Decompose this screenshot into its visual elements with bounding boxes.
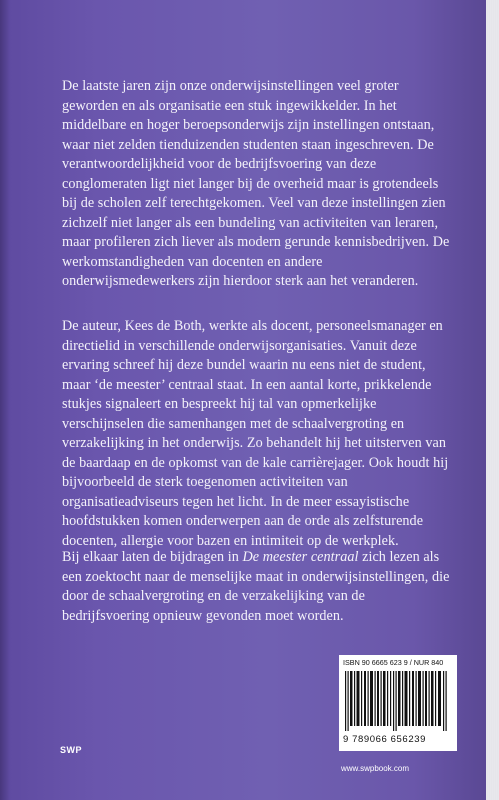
isbn-text: ISBN 90 6665 623 9 / NUR 840 <box>343 658 444 667</box>
blurb-paragraph-2: De auteur, Kees de Both, werkte als docent, personeelsmanager en directielid in verschillende onderwijsorganisaties. Vanuit deze ervaring schreef hij deze bundel waarin nu eens niet de student, maar ‘de meester’ centraal staat. In een aantal korte, prikkelende stukjes signaleert en bespreekt hij tal van opmerkelijke verschijnselen die samenhangen met de schaalvergroting en verzakelijking in het onderwijs. Zo behandelt hij het uitsterven van de baardaap en de opkomst van de kale carrièrejager. Ook houdt hij bijvoorbeeld de sterk toegenomen activiteiten van organisatieadviseurs tegen het licht. In de meer essayistische hoofdstukken komen onderwerpen aan de orde als zelfsturende docenten, allergie voor bazen en intimiteit op de werkplek. <box>62 318 449 549</box>
book-title-italic: De meester centraal <box>242 549 359 565</box>
blurb-paragraph-3-start: Bij elkaar laten de bijdragen in <box>62 549 243 565</box>
page-block-edge <box>486 0 499 800</box>
spine-shadow <box>0 0 10 800</box>
barcode-sticker <box>339 655 457 751</box>
barcode-number: 9 789066 656239 <box>343 734 426 745</box>
publisher-logo: SWP <box>60 745 83 755</box>
barcode-icon <box>345 671 449 731</box>
publisher-website: www.swpbook.com <box>341 764 410 773</box>
blurb-paragraph-3-end: zich lezen als een zoektocht naar de menselijke maat in onderwijsinstellingen, die door de schaalvergroting en de verzakelijking van de bedrijfsvoering opnieuw gevonden moet worden. <box>62 549 450 624</box>
blurb-paragraph-1: De laatste jaren zijn onze onderwijsinstellingen veel groter geworden en als organisatie een stuk ingewikkelder. In het middelbare en hoger beroepsonderwijs zijn instellingen ontstaan, waar niet zelden tienduizenden studenten staan ingeschreven. De verantwoordelijkheid voor de bedrijfsvoering van deze conglomeraten ligt niet langer bij de overheid maar is grotendeels bij de scholen zelf terechtgekomen. Veel van deze instellingen zien zichzelf niet langer als een bundeling van activiteiten van leraren, maar profileren zich liever als modern gerunde kennisbedrijven. De werkomstandigheden van docenten en andere onderwijsmedewerkers zijn hierdoor sterk aan het veranderen. <box>62 78 450 289</box>
blurb-paragraph-3 <box>62 548 452 626</box>
